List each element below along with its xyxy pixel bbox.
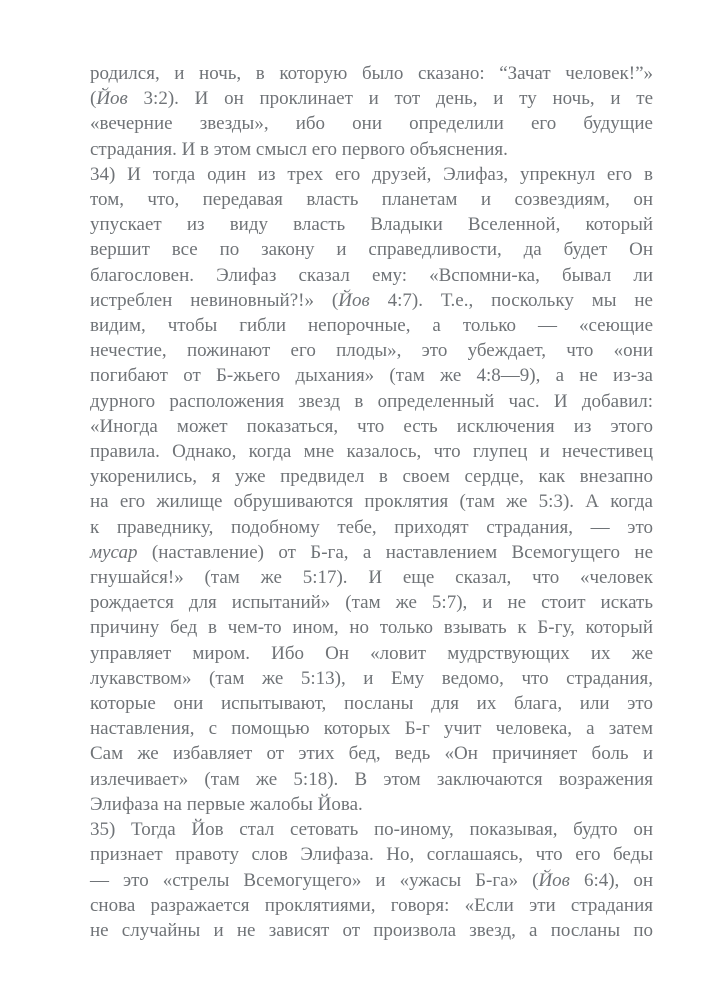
- text-line: [90, 691, 653, 716]
- text-line: [90, 590, 653, 615]
- text-run: (: [90, 88, 97, 110]
- text-run: гнушайся!» (там же 5:17). И еще сказал, что «человек: [90, 567, 653, 589]
- text-line: [90, 86, 653, 111]
- text-line: [90, 540, 653, 565]
- text-run: 34) И тогда один из трех его друзей, Элифаз, упрекнул его в: [90, 163, 653, 185]
- text-line: [90, 666, 653, 691]
- text-line: [90, 137, 653, 162]
- text-line: [90, 414, 653, 439]
- text-run: которые они испытывают, посланы для их блага, или это: [90, 693, 653, 715]
- italic-text-run: Йов: [338, 289, 370, 311]
- text-line: [90, 489, 653, 514]
- text-line: [90, 767, 653, 792]
- text-line: [90, 817, 653, 842]
- text-line: [90, 893, 653, 918]
- text-line: [90, 363, 653, 388]
- text-line: [90, 288, 653, 313]
- text-run: к праведнику, подобному тебе, приходят страдания, — это: [90, 516, 653, 538]
- text-run: правила. Однако, когда мне казалось, что глупец и нечестивец: [90, 441, 653, 463]
- text-run: дурного расположения звезд в определенный час. И добавил:: [90, 390, 653, 412]
- text-line: [90, 716, 653, 741]
- text-run: страдания. И в этом смысл его первого объяснения.: [90, 138, 508, 160]
- text-run: истреблен невиновный?!» (: [90, 289, 339, 311]
- text-run: родился, и ночь, в которую было сказано: “Зачат человек!”»: [90, 63, 653, 84]
- text-line: [90, 389, 653, 414]
- text-run: видим, чтобы гибли непорочные, а только — «сеющие: [90, 315, 653, 337]
- text-run: наставления, с помощью которых Б-г учит человека, а затем: [90, 718, 653, 740]
- text-line: [90, 263, 653, 288]
- text-run: укоренились, я уже предвидел в своем сердце, как внезапно: [90, 466, 653, 488]
- text-line: [90, 162, 653, 187]
- text-line: [90, 313, 653, 338]
- text-line: [90, 212, 653, 237]
- text-line: [90, 565, 653, 590]
- text-run: 6:4), он: [569, 869, 653, 891]
- text-run: благословен. Элифаз сказал ему: «Вспомни-ка, бывал ли: [90, 264, 653, 286]
- text-line: [90, 187, 653, 212]
- text-run: причину бед в чем-то ином, но только взывать к Б-гу, который: [90, 617, 653, 639]
- text-run: 4:7). Т.е., поскольку мы не: [369, 289, 653, 311]
- text-run: том, что, передавая власть планетам и созвездиям, он: [90, 189, 653, 211]
- text-block: [90, 61, 653, 943]
- text-run: на его жилище обрушиваются проклятия (там же 5:3). А когда: [90, 491, 653, 513]
- text-run: излечивает» (там же 5:18). В этом заключаются возражения: [90, 768, 653, 790]
- text-run: «Иногда может показаться, что есть исключения из этого: [90, 415, 653, 437]
- text-run: Сам же избавляет от этих бед, ведь «Он причиняет боль и: [90, 743, 653, 765]
- text-run: вершит все по закону и справедливости, да будет Он: [90, 239, 653, 261]
- text-run: 3:2). И он проклинает и тот день, и ту ночь, и те: [127, 88, 653, 110]
- text-line: [90, 918, 653, 943]
- text-line: [90, 842, 653, 867]
- text-run: упускает из виду власть Владыки Вселенной, который: [90, 214, 653, 236]
- text-run: нечестие, пожинают его плоды», это убеждает, что «они: [90, 340, 653, 362]
- text-line: [90, 868, 653, 893]
- text-run: лукавством» (там же 5:13), и Ему ведомо, что страдания,: [90, 667, 653, 689]
- text-line: [90, 515, 653, 540]
- text-run: управляет миром. Ибо Он «ловит мудрствующих их же: [90, 642, 653, 664]
- text-run: рождается для испытаний» (там же 5:7), и не стоит искать: [90, 592, 653, 614]
- text-line: [90, 338, 653, 363]
- italic-text-run: Йов: [538, 869, 570, 891]
- italic-text-run: мусар: [90, 541, 138, 563]
- text-run: «вечерние звезды», ибо они определили его будущие: [90, 113, 653, 135]
- text-line: [90, 741, 653, 766]
- text-run: (наставление) от Б-га, а наставлением Всемогущего не: [137, 541, 653, 563]
- text-run: признает правоту слов Элифаза. Но, соглашаясь, что его беды: [90, 844, 653, 866]
- text-line: [90, 641, 653, 666]
- text-line: [90, 237, 653, 262]
- text-run: погибают от Б-жьего дыхания» (там же 4:8—9), а не из-за: [90, 365, 653, 387]
- text-run: снова разражается проклятиями, говоря: «Если эти страдания: [90, 894, 653, 916]
- text-run: 35) Тогда Йов стал сетовать по-иному, показывая, будто он: [90, 819, 653, 841]
- text-run: не случайны и не зависят от произвола звезд, а посланы по: [90, 919, 653, 941]
- text-run: Элифаза на первые жалобы Йова.: [90, 793, 363, 815]
- text-line: [90, 792, 653, 817]
- text-line: [90, 61, 653, 86]
- text-run: — это «стрелы Всемогущего» и «ужасы Б-га» (: [90, 869, 539, 891]
- italic-text-run: Йов: [96, 88, 128, 110]
- text-line: [90, 111, 653, 136]
- text-line: [90, 439, 653, 464]
- text-line: [90, 615, 653, 640]
- text-line: [90, 464, 653, 489]
